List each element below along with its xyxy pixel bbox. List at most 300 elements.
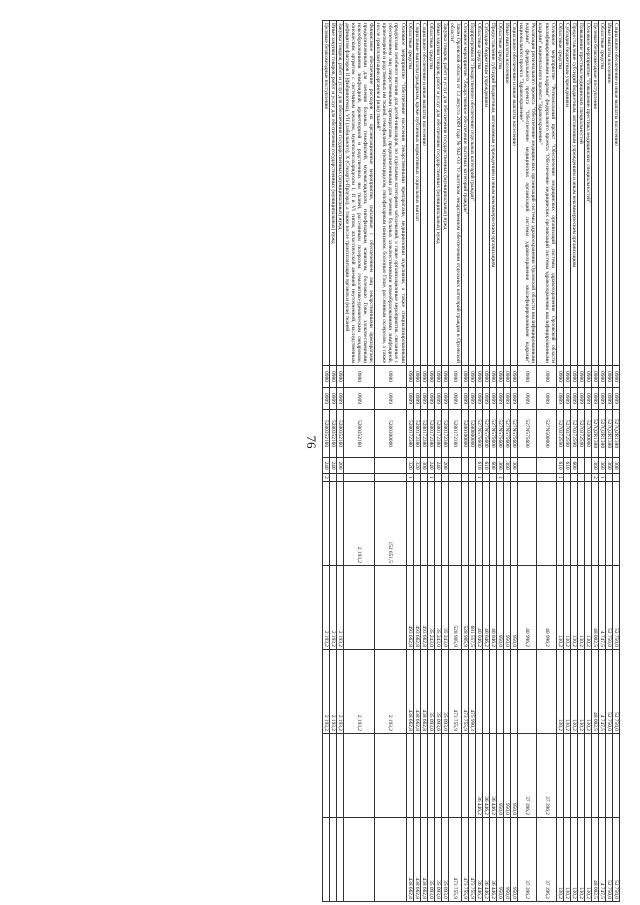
table-row [441, 21, 448, 902]
amount-cell-1 [612, 482, 619, 566]
expense-type-cell: 360 [605, 458, 612, 474]
amount-cell-2: 40 996,2 [537, 566, 556, 650]
funding-source-cell [329, 474, 336, 482]
table-row [344, 21, 375, 902]
amount-cell-4 [441, 734, 448, 818]
section-code-cell: 0909 [511, 388, 518, 410]
amount-cell-1 [413, 482, 420, 566]
section-code-cell: 0909 [591, 388, 598, 410]
expense-type-cell: 200 [441, 458, 448, 474]
table-row [322, 21, 329, 902]
amount-cell-1 [577, 482, 584, 566]
target-article-cell: 5280300000 [375, 410, 406, 458]
expense-type-cell: 240 [434, 458, 441, 474]
amount-cell-1 [448, 482, 461, 566]
expense-type-cell [584, 458, 591, 474]
funding-source-cell [537, 474, 556, 482]
amount-cell-4: 37 396,2 [537, 734, 556, 818]
grbs-code-cell: 0900 [406, 366, 413, 388]
amount-cell-3: 4 747,5 [598, 650, 605, 734]
section-code-cell: 0909 [448, 388, 461, 410]
amount-cell-3: 52 750,0 [605, 650, 612, 734]
amount-cell-1: 152 651,5 [375, 482, 406, 566]
amount-cell-2: 2 193,2 [329, 566, 336, 650]
amount-cell-1 [605, 482, 612, 566]
row-name-cell: Основное мероприятие "Повышение престижа медицинских специальностей" [584, 21, 591, 366]
grbs-code-cell: 0900 [427, 366, 434, 388]
expense-type-cell: 360 [598, 458, 605, 474]
grbs-code-cell: 0900 [591, 366, 598, 388]
amount-cell-4 [563, 734, 570, 818]
table-row [518, 21, 537, 902]
row-name-cell: Реализация регионального проекта "Обеспечение медицинских организаций системы здравоохранения Орловской области квалифицированными кадрами" федерального проекта "Обеспечение медицинских организаций системы здравоохранения квалифицированными кадрами" национального проекта "Здравоохранение" [518, 21, 537, 366]
grbs-code-cell: 0900 [570, 366, 577, 388]
amount-cell-1 [518, 482, 537, 566]
amount-cell-2: 40 996,2 [518, 566, 537, 650]
amount-cell-3: 48 002,5 [591, 650, 598, 734]
amount-cell-3 [483, 650, 490, 734]
amount-cell-4 [598, 734, 605, 818]
grbs-code-cell: 0900 [420, 366, 427, 388]
amount-cell-5 [375, 818, 406, 902]
amount-cell-2: 528 905,9 [461, 566, 468, 650]
table-row [612, 21, 619, 902]
expense-type-cell: 360 [591, 458, 598, 474]
target-article-cell: 5280352160 [344, 410, 375, 458]
row-name-cell: Закон Орловской области от 13 августа 2009 года № 942-ОЗ "О льготном лекарственном обеспечении отдельных категорий граждан в Орловской области" [448, 21, 461, 366]
amount-cell-3: 35 093,0 [441, 650, 448, 734]
table-row [413, 21, 420, 902]
amount-cell-1 [476, 482, 483, 566]
expense-type-cell [577, 458, 584, 474]
table-row [490, 21, 497, 902]
row-name-cell: Закупка товаров, работ и услуг для обеспечения государственных (муниципальных) нужд [337, 21, 344, 366]
row-name-cell: Областные средства [427, 21, 434, 366]
amount-cell-2: 2 193,2 [337, 566, 344, 650]
expense-type-cell [518, 458, 537, 474]
grbs-code-cell: 0900 [504, 366, 511, 388]
amount-cell-2: 2 193,2 [322, 566, 329, 650]
funding-source-cell [344, 474, 375, 482]
funding-source-cell: 2 [322, 474, 329, 482]
amount-cell-5: 950,0 [504, 818, 511, 902]
funding-source-cell [448, 474, 461, 482]
amount-cell-2: 40 046,2 [490, 566, 497, 650]
table-row [497, 21, 504, 902]
row-name-cell: Финансовое обеспечение расходов на организационные мероприятия, связанные с обеспечением лиц лекарственными препаратами, предназначенными для лечения больных гемофилией, муковисцидозом, гипофизарным нанизмом, болезнью Гоше, злокачественными новообразованиями лимфоидной, кроветворной и родственных им тканей, рассеянным склерозом, гемолитико-уремическим синдромом, юношеским артритом с системным началом, мукополисахаридозом I, II и VI типов, апластической анемией неуточненной, наследственным дефицитом факторов II (фибриногена), VII (лабильного), X (Стюарта-Прауэра), а также после трансплантации органов и (или) тканей [344, 21, 375, 366]
amount-cell-2: 35 243,0 [441, 566, 448, 650]
amount-cell-5: 52 750,0 [612, 818, 619, 902]
amount-cell-5: 473 755,9 [461, 818, 468, 902]
funding-source-cell: 1 [598, 474, 605, 482]
amount-cell-4 [612, 734, 619, 818]
row-name-cell: Основное мероприятие "Региональный проект "Обеспечение медицинских организаций системы здравоохранения Орловской области квалифицированными кадрами" федерального проекта "Обеспечение медицинских организаций системы здравоохранения квалифицированными кадрами" национального проекта "Здравоохранение" [537, 21, 556, 366]
expense-type-cell [468, 458, 475, 474]
section-code-cell: 0909 [375, 388, 406, 410]
amount-cell-4 [461, 734, 468, 818]
amount-cell-3 [476, 650, 483, 734]
amount-cell-2: 48 002,5 [591, 566, 598, 650]
target-article-cell: 5280172380 [434, 410, 441, 458]
page-number: 76 [304, 435, 319, 449]
grbs-code-cell: 0900 [612, 366, 619, 388]
expense-type-cell: 610 [483, 458, 490, 474]
amount-cell-1 [441, 482, 448, 566]
amount-cell-3: 2 193,2 [375, 650, 406, 734]
amount-cell-4: 950,0 [511, 734, 518, 818]
section-code-cell: 0909 [612, 388, 619, 410]
amount-cell-4 [570, 734, 577, 818]
row-name-cell: Предоставление субсидий бюджетным, автономным учреждениям и иным некоммерческим организациям [570, 21, 577, 366]
table-row [406, 21, 413, 902]
amount-cell-1: 2 193,2 [344, 482, 375, 566]
target-article-cell: 5270372590 [563, 410, 570, 458]
target-article-cell: 5280172380 [427, 410, 434, 458]
amount-cell-4: 950,0 [497, 734, 504, 818]
grbs-code-cell: 0900 [441, 366, 448, 388]
expense-type-cell: 610 [556, 458, 563, 474]
section-code-cell: 0909 [476, 388, 483, 410]
amount-cell-1 [483, 482, 490, 566]
table-row [605, 21, 612, 902]
amount-cell-5: 130,2 [577, 818, 584, 902]
expense-type-cell: 300 [420, 458, 427, 474]
row-name-cell: Иные выплаты населению [605, 21, 612, 366]
row-name-cell: Основное мероприятие "Обеспечение населения лекарственными препаратами, медицинскими изделиями, а также специализированными продуктами лечебного питания для детей-инвалидов, по отдельным категориям заболеваний, а также организационные мероприятия, связанные с обеспечением лиц лекарственными препаратами, предназначенными для лечения больных злокачественными новообразованиями лимфоидной, кроветворной и родственных им тканей, гемофилией, муковисцидозом, гипофизарным нанизмом, болезнью Гоше, рассеянным склерозом, а также после трансплантации органов и (или) тканей" [375, 21, 406, 366]
funding-source-cell [584, 474, 591, 482]
target-article-cell: 5270300000 [584, 410, 591, 458]
target-article-cell: 5280172380 [413, 410, 420, 458]
target-article-cell: 527N575600 [476, 410, 483, 458]
target-article-cell: 527Q2R1380 [598, 410, 605, 458]
amount-cell-3: 438 662,8 [420, 650, 427, 734]
row-name-cell: Подпрограмма 8 "Лекарственное обеспечение отдельных категорий граждан" [468, 21, 475, 366]
amount-cell-3: 130,2 [556, 650, 563, 734]
target-article-cell: 5280172380 [406, 410, 413, 458]
amount-cell-2: 950,0 [497, 566, 504, 650]
expense-type-cell: 600 [570, 458, 577, 474]
amount-cell-1 [556, 482, 563, 566]
grbs-code-cell: 0900 [584, 366, 591, 388]
grbs-code-cell: 0900 [476, 366, 483, 388]
table-row [461, 21, 468, 902]
table-row [448, 21, 461, 902]
amount-cell-2: 40 046,2 [476, 566, 483, 650]
amount-cell-2: 52 750,0 [612, 566, 619, 650]
row-name-cell: Иные закупки товаров, работ и услуг для обеспечения государственных (муниципальных) нужд [434, 21, 441, 366]
grbs-code-cell: 0900 [511, 366, 518, 388]
grbs-code-cell: 0900 [490, 366, 497, 388]
funding-source-cell [511, 474, 518, 482]
amount-cell-1 [468, 482, 475, 566]
target-article-cell: 5280172380 [441, 410, 448, 458]
amount-cell-5: 950,0 [511, 818, 518, 902]
amount-cell-1 [322, 482, 329, 566]
section-code-cell: 0909 [497, 388, 504, 410]
amount-cell-3 [504, 650, 511, 734]
amount-cell-4: 950,0 [504, 734, 511, 818]
row-name-cell: Областные средства [598, 21, 605, 366]
amount-cell-5: 473 755,9 [448, 818, 461, 902]
amount-cell-1 [570, 482, 577, 566]
amount-cell-3 [537, 650, 556, 734]
target-article-cell: 527Q2R1380 [591, 410, 598, 458]
amount-cell-2: 493 662,8 [420, 566, 427, 650]
expense-type-cell: 610 [476, 458, 483, 474]
amount-cell-4 [605, 734, 612, 818]
amount-cell-3: 2 193,2 [337, 650, 344, 734]
target-article-cell: 5280100000 [461, 410, 468, 458]
funding-source-cell [434, 474, 441, 482]
section-code-cell: 0909 [468, 388, 475, 410]
grbs-code-cell: 0900 [434, 366, 441, 388]
amount-cell-5: 130,2 [570, 818, 577, 902]
section-code-cell: 0909 [420, 388, 427, 410]
amount-cell-2: 950,0 [504, 566, 511, 650]
target-article-cell: 527N575600 [518, 410, 537, 458]
amount-cell-4 [337, 734, 344, 818]
section-code-cell: 0909 [406, 388, 413, 410]
amount-cell-5 [329, 818, 336, 902]
funding-source-cell [483, 474, 490, 482]
amount-cell-3: 2 193,2 [322, 650, 329, 734]
row-name-cell: Областные средства [476, 21, 483, 366]
section-code-cell: 0909 [441, 388, 448, 410]
expense-type-cell [461, 458, 468, 474]
funding-source-cell: 2 [591, 474, 598, 482]
grbs-code-cell: 0900 [497, 366, 504, 388]
row-name-cell: Целевые безвозмездные поступления [322, 21, 329, 366]
section-code-cell: 0909 [598, 388, 605, 410]
amount-cell-1 [504, 482, 511, 566]
amount-cell-1 [497, 482, 504, 566]
amount-cell-4 [468, 734, 475, 818]
target-article-cell: 5280172380 [420, 410, 427, 458]
amount-cell-3: 130,2 [570, 650, 577, 734]
funding-source-cell [337, 474, 344, 482]
funding-source-cell [420, 474, 427, 482]
expense-type-cell: 300 [612, 458, 619, 474]
section-code-cell: 0909 [584, 388, 591, 410]
section-code-cell: 0909 [461, 388, 468, 410]
expense-type-cell: 200 [337, 458, 344, 474]
amount-cell-4 [420, 734, 427, 818]
grbs-code-cell: 0900 [329, 366, 336, 388]
amount-cell-1 [461, 482, 468, 566]
row-name-cell: Закупка товаров, работ и услуг для обеспечения государственных (муниципальных) нужд [441, 21, 448, 366]
amount-cell-3: 438 662,8 [413, 650, 420, 734]
amount-cell-2: 35 243,0 [434, 566, 441, 650]
budget-table-container [52, 20, 620, 899]
row-name-cell: Субсидии бюджетным учреждениям [563, 21, 570, 366]
expense-type-cell [375, 458, 406, 474]
amount-cell-2: 130,2 [570, 566, 577, 650]
amount-cell-4 [434, 734, 441, 818]
section-code-cell: 0909 [490, 388, 497, 410]
table-row [556, 21, 563, 902]
amount-cell-4 [344, 734, 375, 818]
amount-cell-5: 130,2 [556, 818, 563, 902]
amount-cell-1 [337, 482, 344, 566]
amount-cell-2: 52 750,0 [605, 566, 612, 650]
amount-cell-3: 130,2 [584, 650, 591, 734]
section-code-cell: 0909 [344, 388, 375, 410]
amount-cell-2: 130,2 [577, 566, 584, 650]
amount-cell-3: 475 990,3 [468, 650, 475, 734]
amount-cell-2 [344, 566, 375, 650]
amount-cell-3: 35 093,0 [434, 650, 441, 734]
amount-cell-2: 528 905,9 [448, 566, 461, 650]
amount-cell-5: 130,2 [563, 818, 570, 902]
expense-type-cell: 360 [497, 458, 504, 474]
section-code-cell: 0909 [605, 388, 612, 410]
grbs-code-cell: 0900 [344, 366, 375, 388]
amount-cell-1 [329, 482, 336, 566]
table-row [337, 21, 344, 902]
section-code-cell: 0909 [322, 388, 329, 410]
row-name-cell: Социальное обеспечение и иные выплаты населению [612, 21, 619, 366]
section-code-cell: 0909 [504, 388, 511, 410]
amount-cell-4: 37 396,2 [518, 734, 537, 818]
budget-table [322, 20, 620, 902]
section-code-cell: 0909 [556, 388, 563, 410]
section-code-cell: 0909 [537, 388, 556, 410]
amount-cell-5: 36 446,2 [483, 818, 490, 902]
table-row [434, 21, 441, 902]
amount-cell-3: 52 750,0 [612, 650, 619, 734]
row-name-cell: Основное мероприятие "Лекарственное обеспечение льготных категорий граждан" [461, 21, 468, 366]
grbs-code-cell: 0900 [322, 366, 329, 388]
row-name-cell: Целевые безвозмездные поступления [591, 21, 598, 366]
amount-cell-1 [591, 482, 598, 566]
amount-cell-3 [497, 650, 504, 734]
funding-source-cell: 1 [497, 474, 504, 482]
amount-cell-5: 438 662,8 [413, 818, 420, 902]
amount-cell-3: 2 193,2 [329, 650, 336, 734]
amount-cell-3 [511, 650, 518, 734]
amount-cell-1 [434, 482, 441, 566]
table-row [570, 21, 577, 902]
grbs-code-cell: 0900 [556, 366, 563, 388]
funding-source-cell [375, 474, 406, 482]
grbs-code-cell: 0900 [577, 366, 584, 388]
row-name-cell: Субсидии бюджетным учреждениям [483, 21, 490, 366]
amount-cell-3: 35 093,0 [427, 650, 434, 734]
amount-cell-4: 36 446,2 [483, 734, 490, 818]
table-row [591, 21, 598, 902]
row-name-cell: Иные закупки товаров, работ и услуг для обеспечения государственных (муниципальных) нужд [329, 21, 336, 366]
section-code-cell: 0909 [434, 388, 441, 410]
grbs-code-cell: 0900 [448, 366, 461, 388]
amount-cell-3: 438 662,8 [406, 650, 413, 734]
section-code-cell: 0909 [337, 388, 344, 410]
target-article-cell: 527Q2R1380 [612, 410, 619, 458]
amount-cell-5: 438 662,8 [406, 818, 413, 902]
amount-cell-5: 52 750,0 [605, 818, 612, 902]
expense-type-cell [448, 458, 461, 474]
amount-cell-4: 36 446,2 [490, 734, 497, 818]
amount-cell-5: 438 662,8 [420, 818, 427, 902]
expense-type-cell: 300 [511, 458, 518, 474]
target-article-cell: 527N575600 [511, 410, 518, 458]
grbs-code-cell: 0900 [563, 366, 570, 388]
section-code-cell: 0909 [518, 388, 537, 410]
amount-cell-4 [584, 734, 591, 818]
amount-cell-4 [448, 734, 461, 818]
target-article-cell: 5270372590 [570, 410, 577, 458]
expense-type-cell: 600 [490, 458, 497, 474]
amount-cell-1 [511, 482, 518, 566]
row-name-cell: Повышение престижа медицинских специальностей [577, 21, 584, 366]
amount-cell-3 [490, 650, 497, 734]
row-name-cell: Социальное обеспечение и иные выплаты населению [511, 21, 518, 366]
section-code-cell: 0909 [329, 388, 336, 410]
table-row [537, 21, 556, 902]
amount-cell-1 [427, 482, 434, 566]
funding-source-cell [468, 474, 475, 482]
amount-cell-2 [375, 566, 406, 650]
expense-type-cell: 610 [563, 458, 570, 474]
amount-cell-2: 681 557,5 [468, 566, 475, 650]
expense-type-cell [344, 458, 375, 474]
amount-cell-5: 36 446,2 [490, 818, 497, 902]
amount-cell-1 [490, 482, 497, 566]
amount-cell-2: 40 046,2 [483, 566, 490, 650]
amount-cell-5: 35 093,0 [434, 818, 441, 902]
amount-cell-1 [420, 482, 427, 566]
section-code-cell: 0909 [563, 388, 570, 410]
target-article-cell: 527N575600 [490, 410, 497, 458]
target-article-cell: 5280352160 [322, 410, 329, 458]
amount-cell-5: 37 396,2 [537, 818, 556, 902]
funding-source-cell: 1 [427, 474, 434, 482]
amount-cell-4 [322, 734, 329, 818]
table-row [329, 21, 336, 902]
grbs-code-cell: 0900 [468, 366, 475, 388]
rotated-page-area [52, 20, 620, 899]
grbs-code-cell: 0900 [605, 366, 612, 388]
amount-cell-5 [344, 818, 375, 902]
expense-type-cell: 320 [406, 458, 413, 474]
table-row [427, 21, 434, 902]
grbs-code-cell: 0900 [518, 366, 537, 388]
funding-source-cell [441, 474, 448, 482]
target-article-cell: 5270372590 [577, 410, 584, 458]
funding-source-cell: 1 [556, 474, 563, 482]
expense-type-cell: 240 [322, 458, 329, 474]
amount-cell-1 [537, 482, 556, 566]
target-article-cell: 527N575600 [504, 410, 511, 458]
amount-cell-5: 36 446,2 [476, 818, 483, 902]
amount-cell-4 [406, 734, 413, 818]
funding-source-cell: 1 [476, 474, 483, 482]
grbs-code-cell: 0900 [461, 366, 468, 388]
funding-source-cell [577, 474, 584, 482]
grbs-code-cell: 0900 [413, 366, 420, 388]
amount-cell-2: 130,2 [563, 566, 570, 650]
amount-cell-4 [375, 734, 406, 818]
section-code-cell: 0909 [570, 388, 577, 410]
target-article-cell: 527N575600 [497, 410, 504, 458]
expense-type-cell: 320 [413, 458, 420, 474]
amount-cell-4 [556, 734, 563, 818]
expense-type-cell: 360 [504, 458, 511, 474]
table-row [420, 21, 427, 902]
amount-cell-3: 130,2 [563, 650, 570, 734]
funding-source-cell [563, 474, 570, 482]
amount-cell-3: 473 755,9 [461, 650, 468, 734]
row-name-cell: Областные средства [497, 21, 504, 366]
